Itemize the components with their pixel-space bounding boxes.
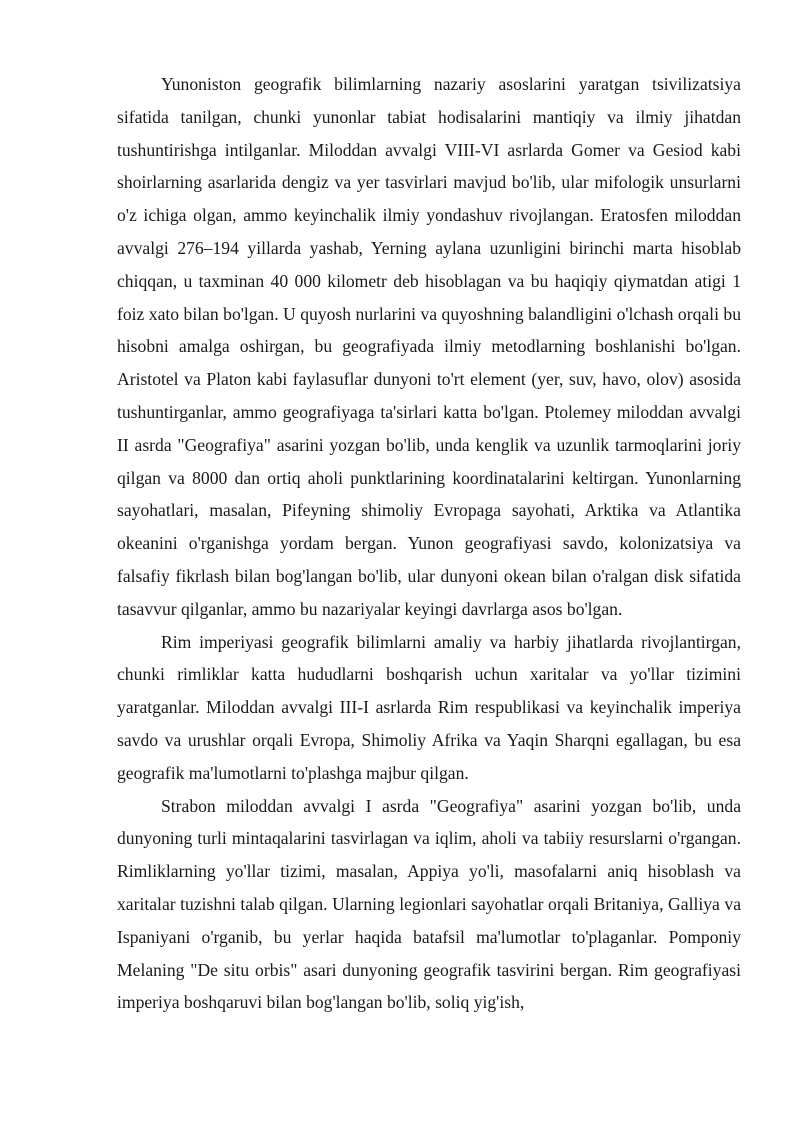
paragraph-strabon: Strabon miloddan avvalgi I asrda "Geografiya" asarini yozgan bo'lib, unda dunyoning turli mintaqalarini tasvirlagan va iqlim, aholi va tabiiy resurslarni o'rgangan. Rimliklarning yo'llar tizimi, masalan, Appiya yo'li, masofalarni aniq hisoblash va xaritalar tuzishni talab qilgan. Ularning legionlari sayohatlar orqali Britaniya, Galliya va Ispaniyani o'rganib, bu yerlar haqida batafsil ma'lumotlar to'plaganlar. Pomponiy Melaning "De situ orbis" asari dunyoning geografik tasvirini bergan. Rim geografiyasi imperiya boshqaruvi bilan bog'langan bo'lib, soliq yig'ish, [117,795,741,1013]
paragraph-roman-empire: Rim imperiyasi geografik bilimlarni amaliy va harbiy jihatlarda rivojlantirgan, chunki rimliklar katta hududlarni boshqarish uchun xaritalar va yo'llar tizimini yaratganlar. Miloddan avvalgi III-I asrlarda Rim respublikasi va keyinchalik imperiya savdo va urushlar orqali Evropa, Shimoliy Afrika va Yaqin Sharqni egallagan, bu esa geografik ma'lumotlarni to'plashga majbur qilgan. [117,631,741,783]
document-body [117,68,741,1019]
paragraph-greek-geography: Yunoniston geografik bilimlarning nazariy asoslarini yaratgan tsivilizatsiya sifatida tanilgan, chunki yunonlar tabiat hodisalarini mantiqiy va ilmiy jihatdan tushuntirishga intilganlar. Miloddan avvalgi VIII-VI asrlarda Gomer va Gesiod kabi shoirlarning asarlarida dengiz va yer tasvirlari mavjud bo'lib, ular mifologik unsurlarni o'z ichiga olgan, ammo keyinchalik ilmiy yondashuv rivojlangan. Eratosfen miloddan avvalgi 276–194 yillarda yashab, Yerning aylana uzunligini birinchi marta hisoblab chiqqan, u taxminan 40 000 kilometr deb hisoblagan va bu haqiqiy qiymatdan atigi 1 foiz xato bilan bo'lgan. U quyosh nurlarini va quyoshning balandligini o'lchash orqali bu hisobni amalga oshirgan, bu geografiyada ilmiy metodlarning boshlanishi bo'lgan. Aristotel va Platon kabi faylasuflar dunyoni to'rt element (yer, suv, havo, olov) asosida tushuntirganlar, ammo geografiyaga ta'sirlari katta bo'lgan. Ptolemey miloddan avvalgi II asrda "Geografiya" asarini yozgan bo'lib, unda kenglik va uzunlik tarmoqlarini joriy qilgan va 8000 dan ortiq aholi punktlarining koordinatalarini keltirgan. Yunonlarning sayohatlari, masalan, Pifeyning shimoliy Evropaga sayohati, Arktika va Atlantika okeanini o'rganishga yordam bergan. Yunon geografiyasi savdo, kolonizatsiya va falsafiy fikrlash bilan bog'langan bo'lib, ular dunyoni okean bilan o'ralgan disk sifatida tasavvur qilganlar, ammo bu nazariyalar keyingi davrlarga asos bo'lgan. [117,74,741,619]
